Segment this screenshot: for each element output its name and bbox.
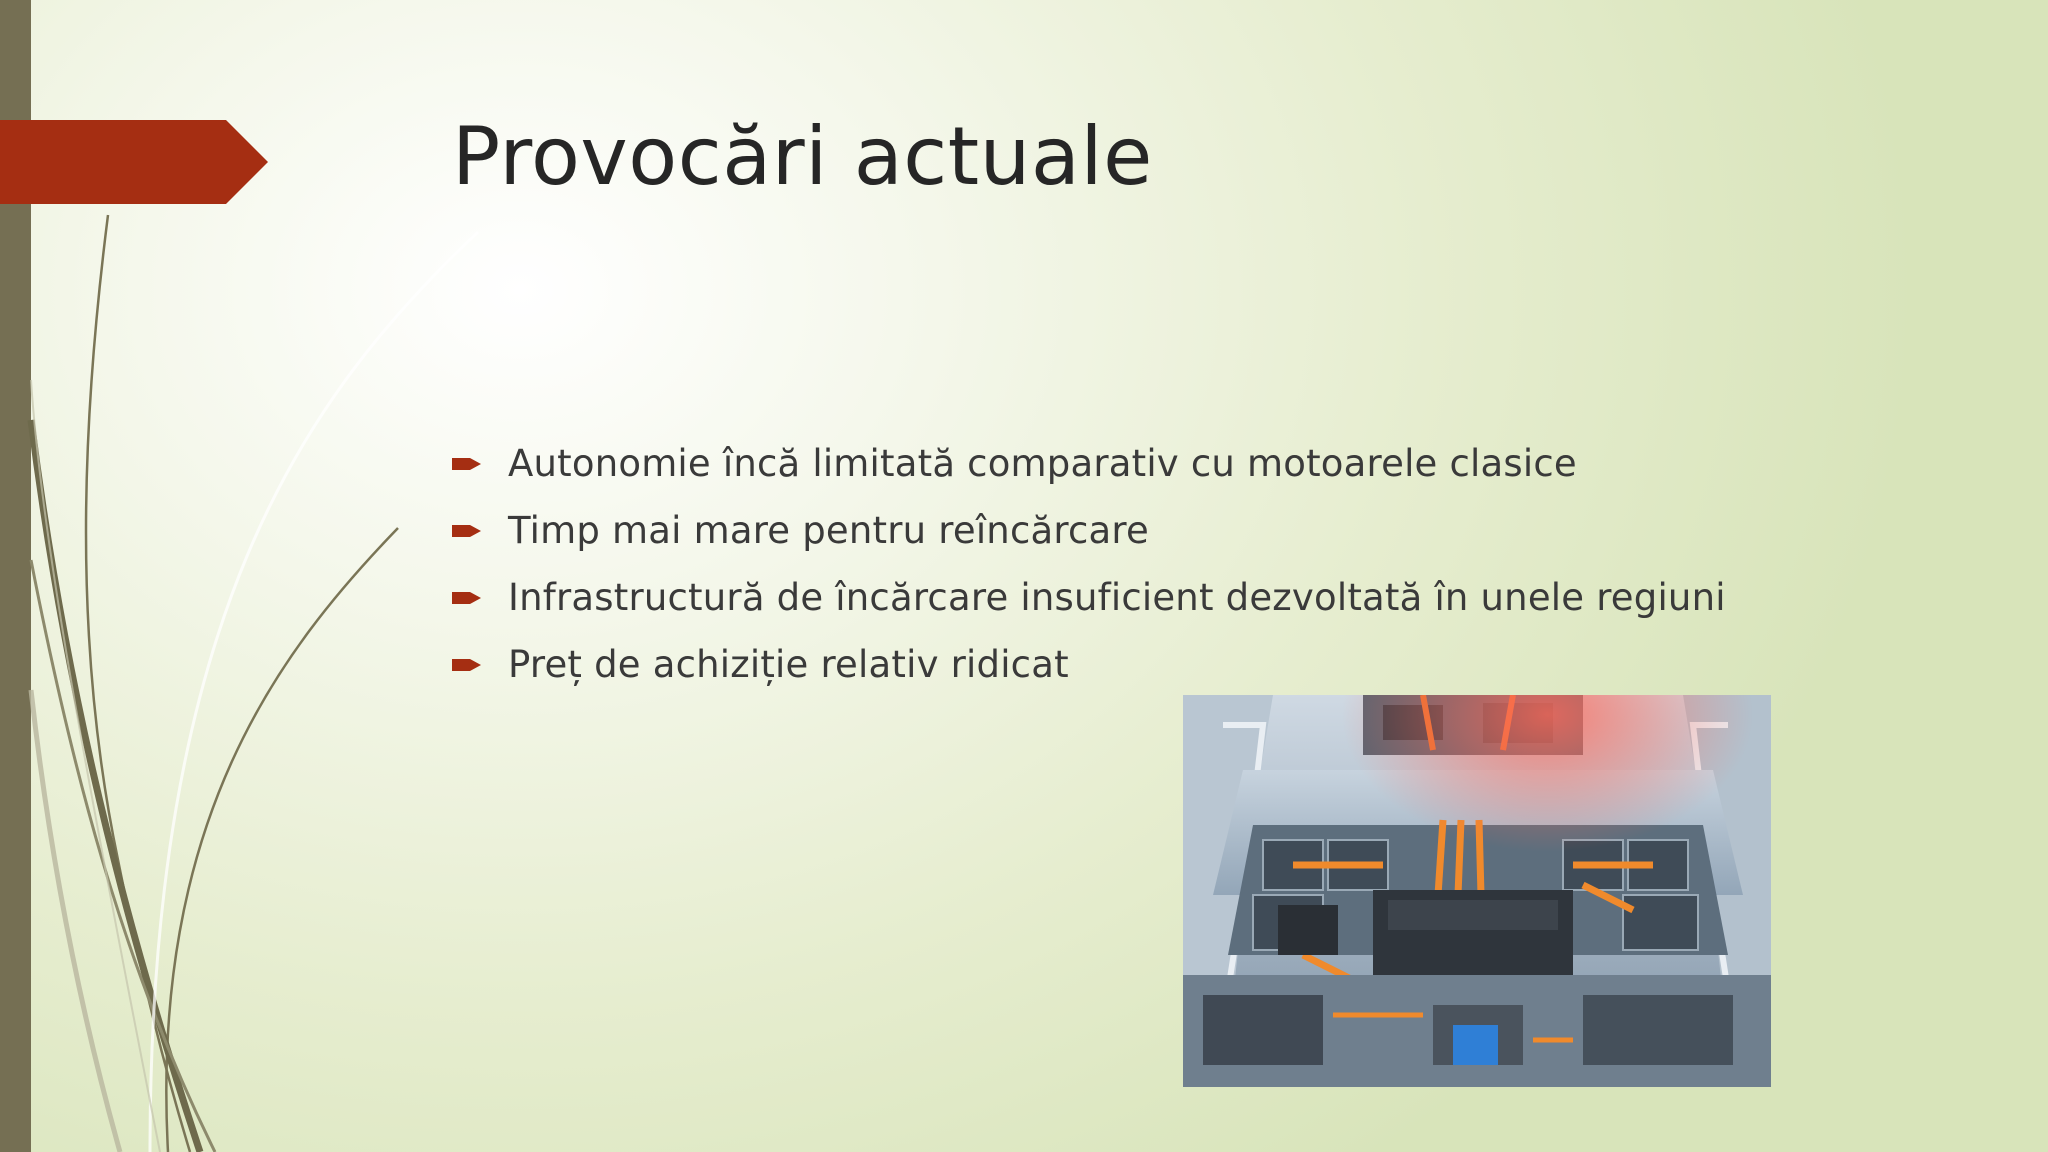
slide-title: Provocări actuale: [452, 110, 1153, 203]
bullet-item: [452, 564, 1726, 631]
bullet-text: Autonomie încă limitată comparativ cu motoarele clasice: [508, 442, 1577, 485]
bullet-text: Preț de achiziție relativ ridicat: [508, 643, 1069, 686]
bullet-item: [452, 430, 1726, 497]
arrow-bullet-icon: [452, 590, 481, 606]
arrow-bullet-icon: [452, 523, 481, 539]
arrow-bullet-icon: [452, 657, 481, 673]
bullet-text: Timp mai mare pentru reîncărcare: [508, 509, 1149, 552]
bullet-list: [452, 430, 1726, 698]
ev-battery-illustration: [1183, 695, 1771, 1087]
arrow-bullet-icon: [452, 456, 481, 472]
ev-battery-photo: [1183, 695, 1771, 1087]
bullet-text: Infrastructură de încărcare insuficient dezvoltată în unele regiuni: [508, 576, 1726, 619]
bullet-item: [452, 631, 1726, 698]
bullet-item: [452, 497, 1726, 564]
title-arrow-shape: [0, 120, 268, 204]
